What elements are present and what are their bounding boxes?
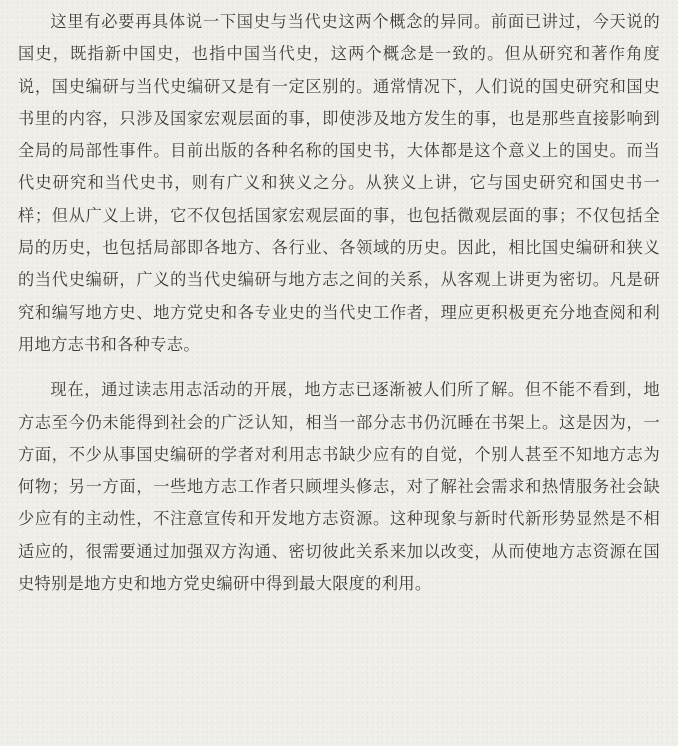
article-paragraph-2: 现在，通过读志用志活动的开展，地方志已逐渐被人们所了解。但不能不看到，地方志至今仍未能得到社会的广泛认知，相当一部分志书仍沉睡在书架上。这是因为，一方面，不少从事国史编研的学者对利用志书缺少应有的自觉，个别人甚至不知地方志为何物；另一方面，一些地方志工作者只顾埋头修志，对了解社会需求和热情服务社会缺少应有的主动性，不注意宣传和开发地方志资源。这种现象与新时代新形势显然是不相适应的，很需要通过加强双方沟通、密切彼此关系来加以改变，从而使地方志资源在国史特别是地方史和地方党史编研中得到最大限度的利用。 [18, 380, 660, 594]
article-paragraph-1: 这里有必要再具体说一下国史与当代史这两个概念的异同。前面已讲过，今天说的国史，既指新中国史，也指中国当代史，这两个概念是一致的。但从研究和著作角度说，国史编研与当代史编研又是有一定区别的。通常情况下，人们说的国史研究和国史书里的内容，只涉及国家宏观层面的事，即使涉及地方发生的事，也是那些直接影响到全局的局部性事件。目前出版的各种名称的国史书，大体都是这个意义上的国史。而当代史研究和当代史书，则有广义和狭义之分。从狭义上讲，它与国史研究和国史书一样；但从广义上讲，它不仅包括国家宏观层面的事，也包括微观层面的事；不仅包括全局的历史，也包括局部即各地方、各行业、各领域的历史。因此，相比国史编研和狭义的当代史编研，广义的当代史编研与地方志之间的关系，从客观上讲更为密切。凡是研究和编写地方史、地方党史和各专业史的当代史工作者，理应更积极更充分地查阅和利用地方志书和各种专志。 [18, 12, 660, 354]
